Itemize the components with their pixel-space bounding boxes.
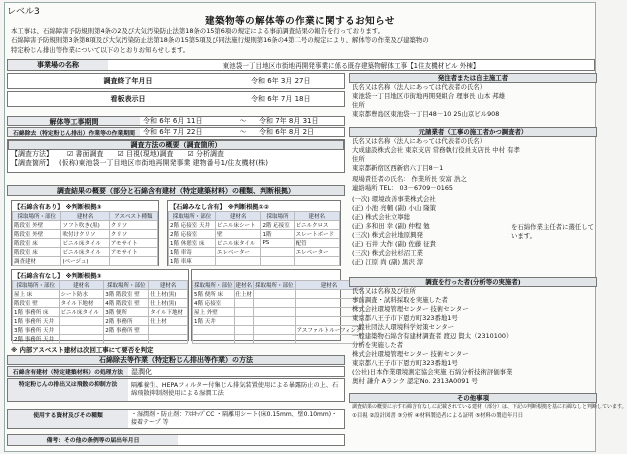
analysis-header: 調査を行った者(分析等の実施者)	[349, 277, 597, 287]
work-label: 備考：その他の条例等の届出年月日	[8, 435, 178, 445]
table-row	[193, 335, 363, 344]
work-row-materials	[7, 409, 345, 429]
contact-tel: 連絡場所 TEL： 03－6709－0165	[352, 184, 453, 192]
contractor-line: 住所	[352, 155, 365, 163]
asbestos-period-label: 石綿除去（特定粉じん排出）作業等の作業期間	[8, 128, 140, 136]
table-body	[168, 211, 340, 266]
table-cell: (ベージュ)	[61, 257, 109, 266]
notice-title: 建築物等の解体等の作業に関するお知らせ	[205, 16, 395, 27]
analysis-line: 氏名又は名称及び住所	[352, 287, 416, 295]
work-label: 特定粉じんの排出又は飛散の抑制方法	[8, 379, 128, 401]
work-period-label: 解体等工事期間	[8, 117, 140, 125]
work-header: 石綿除去等作業（特定粉じん排出等作業）の方法	[7, 355, 345, 365]
table-body	[12, 280, 188, 344]
table-row	[169, 230, 340, 239]
table-cell	[261, 248, 294, 257]
qualified-section	[349, 195, 597, 267]
note-text: ※ 内部アスベスト建材は次回工事にて要否を判定	[11, 346, 154, 354]
work-label: 使用する資材及びその種類	[8, 410, 128, 428]
work-value: ・湿潤剤・防止剤：ｱｽﾈｷｯﾌﾟCC ・隔離用シート(床0.15mm、壁0.10mm)・接着テープ 等	[131, 411, 338, 426]
owner-section	[349, 73, 597, 119]
method-visual: ☑ 目視(現地)調査	[117, 150, 174, 158]
survey-end-label: 調査終了年月日	[103, 77, 153, 85]
table-cell: 2階 事務所	[104, 317, 149, 326]
table-cell	[59, 326, 104, 335]
place-label: 【調査箇所】	[11, 159, 53, 167]
column-header: 建材名	[234, 281, 254, 290]
notice-board	[4, 2, 627, 452]
table-cell: 1階 休憩室 床	[169, 239, 216, 248]
table-cell	[254, 326, 296, 335]
work-value: 隔離養生、HEPAフィルター付集じん排気装置使用による暴露防止の上、石綿飛散抑制剤使用による湿潤工法	[131, 382, 339, 397]
other-line: 調査結果の概要に示す石綿含有なしに記載されている建材（部分）は、下記の判断根拠を基に石綿なしと判断しています。	[352, 404, 627, 410]
work-period-row	[7, 116, 345, 126]
intro-line: 本工事は、石綿障害予防規則第4条の2及び大気汚染防止法第18条の15第6項の規定による事前調査結果の報告を行っております。	[11, 27, 385, 35]
site-value: 東池袋一丁目地区市街地再開発事業に係る既存建築物解体工事【1住友機材ビル 外棟】	[222, 62, 480, 70]
table-cell: 4階 階段室 壁	[104, 299, 149, 308]
table-cell: 1階	[261, 230, 294, 239]
owner-line: 氏名又は名称（法人にあっては代表者の氏名）	[352, 83, 487, 91]
table-cell: アスファルトルーフィング	[295, 326, 363, 335]
table-cell: 吹付けクリソ	[61, 230, 109, 239]
column-header: 採取場所・部位	[13, 212, 61, 221]
analysis-section	[349, 277, 597, 386]
column-header: 採取場所・部位	[254, 281, 296, 290]
table-cell: 仕上材(黒)	[149, 290, 188, 299]
table-cell: 仕上材	[234, 290, 254, 299]
asbestos-period-row	[7, 127, 345, 137]
level-label: レベル3	[7, 7, 40, 17]
table-row	[13, 299, 188, 308]
table-free-2	[191, 269, 362, 341]
table-row	[193, 290, 363, 299]
qualified-line: (正) 石井 大作 (副) 佐藤 征貴	[352, 240, 437, 248]
qualified-line: (正) 小池 亮輔 (副) 小山 隆策	[352, 204, 437, 212]
table-cell: 階段室 床	[13, 239, 61, 248]
table-cell: ビニルクロス	[294, 221, 339, 230]
table-cell: ビニル床タイル	[61, 239, 109, 248]
column-header: 建材名	[295, 281, 363, 290]
sign-date-row	[7, 91, 345, 107]
table-header-row	[169, 212, 340, 221]
contact-section	[349, 175, 597, 193]
table-row	[13, 335, 188, 344]
table-cell: タイル下地材	[149, 308, 188, 317]
table-cell: 屋上 床	[13, 290, 60, 299]
table-cell: 2階 応接室 天井	[169, 221, 216, 230]
owner-line: 住所	[352, 101, 365, 109]
analysis-line: 東京都八王子市下恩方町323番地1号	[352, 359, 458, 367]
table-cell: クリソ	[109, 230, 157, 239]
column-header: 採取場所・部位	[104, 281, 149, 290]
analysis-line: 奥村 謙介 Aランク 認定No. 2313A0091 号	[352, 377, 478, 385]
work-period-to: 令和 7年 8月 31日	[259, 117, 319, 125]
table-cell	[254, 299, 296, 308]
table-cell: 仕上材(黒)	[149, 299, 188, 308]
table-row	[13, 308, 188, 317]
table-row	[13, 326, 188, 335]
other-line: ①目視 ②設計図書 ③分析 ④材料製造者による証明 ⑤材料の製造年月日	[352, 413, 524, 419]
asbestos-period-from: 令和 6年 7月 22日	[143, 128, 203, 136]
table-cell: エレベーター	[216, 248, 261, 257]
sign-date-label: 看板表示日	[110, 95, 146, 103]
intro-line: 石綿障害予防規則第3条第8項及び大気汚染防止法第18条の15第5項及び同法施行規則第16条の4第二号の規定により、解体等の作業及び建築物の	[11, 36, 429, 45]
column-header: 建材名	[61, 212, 109, 221]
table-row	[193, 299, 363, 308]
table-cell	[104, 335, 149, 344]
table-cell	[193, 326, 235, 335]
site-row	[7, 59, 595, 71]
qualified-note: を石綿作業主任者に選任しています。	[511, 223, 595, 240]
table-cell	[234, 299, 254, 308]
table-cell: ソフト吹き(黒)	[61, 221, 109, 230]
table-cell	[234, 308, 254, 317]
table-cell: 配管	[294, 239, 339, 248]
table-row	[13, 221, 158, 230]
site-manager: 現場責任者の氏名： 作業所長 安富 浩之	[352, 175, 467, 183]
table-cell: 屋上 外壁	[193, 308, 235, 317]
table-cell: 1階 事務所 天井	[13, 317, 60, 326]
work-value: 湿潤化	[131, 367, 152, 376]
column-header: 建材名	[216, 212, 261, 221]
table-row	[13, 257, 158, 266]
column-header: アスベスト種類	[109, 212, 157, 221]
table-deemed	[167, 200, 341, 266]
table-cell	[216, 257, 261, 266]
table-caption	[192, 270, 340, 280]
table-cell	[254, 317, 296, 326]
table-cell: ビニル床タイル	[216, 239, 261, 248]
work-row-remarks	[7, 434, 345, 446]
table-row	[169, 221, 340, 230]
table-row	[193, 317, 363, 326]
table-row	[193, 308, 363, 317]
table-cell: アモサイト	[109, 248, 157, 257]
analysis-line: 株式会社環境管理センター 技術センター	[352, 305, 469, 313]
contractor-section	[349, 127, 597, 173]
table-cell: 3階 階段室 壁	[104, 290, 149, 299]
table-cell: エレベーター	[294, 248, 339, 257]
owner-line: 東池袋一丁目地区市街地再開発組合 理事長 山本 邦雄	[352, 92, 506, 100]
sign-date-value: 令和 6年 7月 18日	[251, 95, 311, 103]
intro-text	[11, 27, 591, 55]
table-cell: PS	[261, 239, 294, 248]
table-cell: タイル下地材	[59, 299, 104, 308]
column-header: 採取場所・部位	[13, 281, 60, 290]
table-cell	[149, 326, 188, 335]
site-label: 事業場の名称	[8, 60, 108, 70]
asbestos-period-to: 令和 6年 8月 2日	[259, 128, 315, 136]
table-cell	[254, 335, 296, 344]
survey-end-row	[7, 73, 345, 89]
table-cell: 1階 事務所 床	[13, 308, 60, 317]
method-document: ☑ 書面調査	[67, 150, 104, 158]
table-caption: 【石綿含有あり】 ※判断根拠③	[14, 204, 102, 211]
column-header: 採取場所・部位	[169, 212, 216, 221]
table-cell: 調査建材	[13, 257, 61, 266]
table-cell: 2階 応接室	[261, 221, 294, 230]
table-row	[13, 239, 158, 248]
table-body	[192, 280, 363, 344]
table-row	[169, 248, 340, 257]
table-cell	[261, 257, 294, 266]
asbestos-period-tilde: 〜	[239, 128, 247, 136]
table-cell: 5階 便所 床	[193, 290, 235, 299]
method-analysis: ☑ 分析調査	[187, 150, 224, 158]
qualified-line: (三次) 株式会社地原興発	[352, 231, 423, 239]
table-cell: 3階 事務所 天井	[13, 326, 60, 335]
table-cell	[234, 335, 254, 344]
table-cell	[193, 335, 235, 344]
results-header: 調査結果の概要（部分と石綿含有建材（特定建築材料）の種類、判断根拠）	[7, 185, 345, 196]
other-section	[349, 393, 627, 421]
table-cell	[234, 317, 254, 326]
owner-line: 東京都豊島区東池袋一丁目48－10 25山京ビル908	[352, 110, 500, 118]
column-header: 建材名	[294, 212, 339, 221]
table-cell: アモサイト	[109, 239, 157, 248]
qualified-line: (三次) 株式会社杉沼工業	[352, 249, 423, 257]
table-header-row	[13, 281, 188, 290]
table-cell: 階段室 床	[13, 248, 61, 257]
table-cell: シート防水	[59, 290, 104, 299]
table-cell	[59, 317, 104, 326]
method-label: 【調査方法】	[11, 150, 53, 158]
owner-header: 発注者または自主施工者	[349, 73, 597, 83]
table-contains	[11, 200, 159, 266]
contractor-line: 東京都新宿区西新宿六丁目8－1	[352, 164, 444, 172]
work-period-tilde: 〜	[239, 117, 247, 125]
column-header: 採取場所・部位	[193, 281, 235, 290]
table-free-1	[11, 269, 189, 341]
table-cell: ビニル床シート	[216, 221, 261, 230]
table-row	[169, 257, 340, 266]
table-row	[13, 317, 188, 326]
table-cell: 1階 天井	[193, 317, 235, 326]
table-cell	[234, 326, 254, 335]
analysis-line: 分析を実施した者	[352, 341, 404, 349]
table-row	[13, 230, 158, 239]
table-cell: 1階 車庫	[169, 257, 216, 266]
table-header-row	[13, 212, 158, 221]
table-cell: スレートボード	[294, 230, 339, 239]
qualified-line: (一次) 環境改善事業株式会社	[352, 195, 436, 203]
table-cell: 階段室 外壁	[13, 221, 61, 230]
table-cell	[59, 335, 104, 344]
table-cell: 壁	[216, 230, 261, 239]
table-caption: 【石綿みなし含有】 ※判断根拠①②	[170, 204, 270, 211]
qualified-line: (正) 株式会社立寧総	[352, 213, 411, 221]
survey-outline	[7, 139, 345, 173]
contractor-line: 氏名又は名称（法人にあっては代表者の氏名）	[352, 137, 487, 145]
column-header: 建材名	[59, 281, 104, 290]
qualified-line: (正) 江原 尚 (副) 黒沢 淳	[352, 258, 424, 266]
column-header: 建材名	[149, 281, 188, 290]
table-body	[12, 211, 158, 266]
contractor-header: 元請業者（工事の施工者かつ調査者）	[349, 127, 597, 137]
table-cell: ビニル床タイル	[61, 248, 109, 257]
table-row	[169, 239, 340, 248]
table-cell	[109, 257, 157, 266]
table-cell	[149, 335, 188, 344]
table-cell: 階段室 外壁	[13, 230, 61, 239]
table-cell	[254, 308, 296, 317]
qualified-line: (正) 多和田 幸 (副) 仲程 勉	[352, 222, 430, 230]
outline-header: 調査方法の概要（調査箇所）	[8, 140, 344, 150]
analysis-line: 株式会社環境管理センター 技術センター	[352, 350, 469, 358]
table-row	[13, 290, 188, 299]
column-header: 採取場所	[261, 212, 294, 221]
table-cell: 2階 事務所 壁	[104, 326, 149, 335]
contractor-line: 大成建設株式会社 東京支店 常務執行役員支店長 中村 有孝	[352, 146, 520, 154]
work-label: 石綿含有建材（特定建築材料）の処理方法	[8, 367, 128, 376]
other-header: その他事項	[349, 393, 597, 403]
work-row-treatment	[7, 366, 345, 377]
method-line	[8, 150, 344, 159]
intro-line: 特定粉じん排出等作業について以下のとおりお知らせします。	[11, 45, 190, 54]
analysis-line: 東京都八王子市下恩方町323番地1号	[352, 314, 458, 322]
table-header-row	[193, 281, 363, 290]
work-period-from: 令和 6年 6月 11日	[143, 117, 203, 125]
table-cell: 2階 応接室	[169, 230, 216, 239]
table-cell: 1階 車寄	[169, 248, 216, 257]
table-cell: ビニル床タイル	[59, 308, 104, 317]
table-row	[193, 326, 363, 335]
place-value: (仮称)東池袋一丁目地区市街地再開発事業 建物番号1/住友機材(株)	[59, 159, 268, 167]
work-row-suppression	[7, 378, 345, 402]
table-caption: 【石綿含有なし】 ※判断根拠③	[14, 273, 102, 280]
table-cell: クリソ	[109, 221, 157, 230]
table-cell	[294, 257, 339, 266]
table-cell	[254, 290, 296, 299]
analysis-line: 一般社団法人環境科学対策センター	[352, 323, 454, 331]
table-cell: 3階 便所	[104, 308, 149, 317]
table-row	[13, 248, 158, 257]
analysis-line: 事前調査・試料採取を実施した者	[352, 296, 448, 304]
analysis-line: 一般建築物石綿含有建材調査者 渡辺 賢太（2310100）	[352, 332, 513, 340]
survey-end-value: 令和 6年 3月 27日	[251, 77, 311, 85]
table-cell: 仕上材	[149, 317, 188, 326]
analysis-line: (公社)日本作業環境測定協会実施 石綿分析技術評価事業	[352, 368, 513, 376]
table-cell: 4階 応接室	[193, 299, 235, 308]
table-cell: 階段室 壁	[13, 299, 60, 308]
table-cell: 2階 事務所 天井	[13, 335, 60, 344]
place-line	[8, 159, 344, 168]
